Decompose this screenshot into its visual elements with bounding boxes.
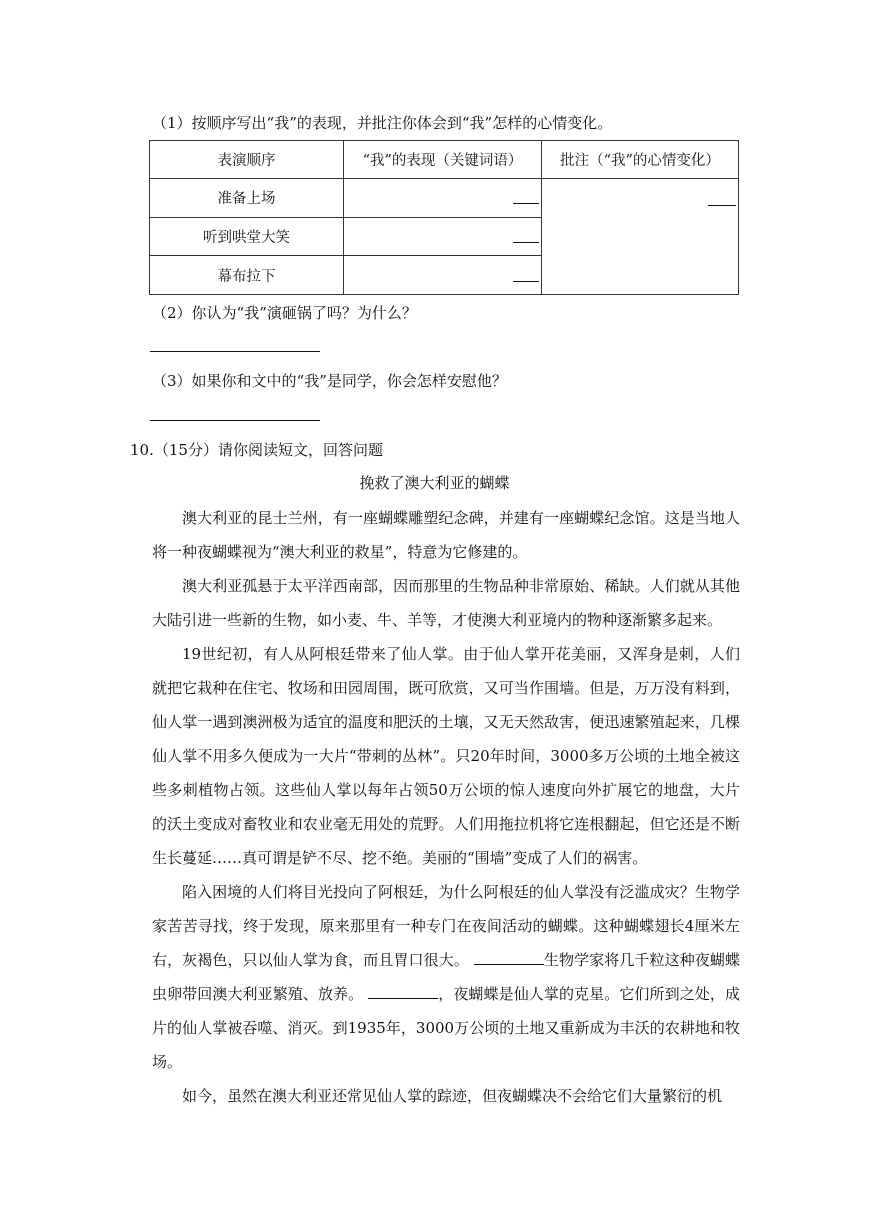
performance-table xyxy=(149,140,739,295)
q9-sub2-text: （2）你认为“我”演砸锅了吗？为什么？ xyxy=(152,304,417,322)
passage-paragraph-1: 澳大利亚的昆士兰州，有一座蝴蝶雕塑纪念碑，并建有一座蝴蝶纪念馆。这是当地人将一种夜蝴蝶视为“澳大利亚的救星”，特意为它修建的。 xyxy=(152,509,740,561)
annotation-cell[interactable] xyxy=(542,179,739,295)
answer-cell[interactable] xyxy=(344,217,542,256)
table-cell-order: 听到哄堂大笑 xyxy=(150,217,344,256)
table-header: “我”的表现（关键词语） xyxy=(344,141,542,179)
q9-sub1-text: （1）按顺序写出“我”的表现，并批注你体会到“我”怎样的心情变化。 xyxy=(152,114,613,132)
table-cell-order: 幕布拉下 xyxy=(150,256,344,295)
answer-line[interactable] xyxy=(150,420,320,421)
paragraph-4-part-a: 陷入困境的人们将目光投向了阿根廷，为什么阿根廷的仙人掌没有泛滥成灾？生物学家苦苦寻找，终于发现，原来那里有一种专门在夜间活动的蝴蝶。这种蝴蝶翅长4厘米左右，灰褐色，只以仙人掌为食，而且胃口很大。 xyxy=(152,883,740,969)
fill-blank-1[interactable] xyxy=(474,950,544,965)
answer-cell[interactable] xyxy=(344,179,542,218)
passage-paragraph-3: 19世纪初，有人从阿根廷带来了仙人掌。由于仙人掌开花美丽，又浑身是刺，人们就把它栽种在住宅、牧场和田园周围，既可欣赏，又可当作围墙。但是，万万没有料到，仙人掌一遇到澳洲极为适宜的温度和肥沃的土壤，又无天然敌害，便迅速繁殖起来，几棵仙人掌不用多久便成为一大片“带刺的丛林”。只20年时间，3000多万公顷的土地全被这些多刺植物占领。这些仙人掌以每年占领50万公顷的惊人速度向外扩展它的地盘，大片的沃土变成对畜牧业和农业毫无用处的荒野。人们用拖拉机将它连根翻起，但它还是不断生长蔓延……真可谓是铲不尽、挖不绝。美丽的“围墙”变成了人们的祸害。 xyxy=(152,645,740,867)
answer-blank[interactable] xyxy=(513,203,539,204)
table-row xyxy=(150,179,739,218)
table-header: 批注（“我”的心情变化） xyxy=(542,141,739,179)
answer-line[interactable] xyxy=(150,351,320,352)
paragraph-4-part-c: ，夜蝴蝶是仙人掌的克星。它们所到之处，成片的仙人掌被吞噬、消灭。到1935年，3000万公顷的土地又重新成为丰沃的农耕地和牧场。 xyxy=(152,985,740,1071)
table-header: 表演顺序 xyxy=(150,141,344,179)
table-cell-order: 准备上场 xyxy=(150,179,344,218)
table-header-row xyxy=(150,141,739,179)
passage-paragraph-5: 如今，虽然在澳大利亚还常见仙人掌的踪迹，但夜蝴蝶决不会给它们大量繁衍的机 xyxy=(182,1087,723,1105)
passage-paragraph-2: 澳大利亚孤悬于太平洋西南部，因而那里的生物品种非常原始、稀缺。人们就从其他大陆引进一些新的生物，如小麦、牛、羊等，才使澳大利亚境内的物种逐渐繁多起来。 xyxy=(152,577,740,629)
paragraph-4-part-b: 生物学家将几千粒这种夜蝴蝶虫卵带回澳大利亚繁殖、放养。 xyxy=(152,951,740,1003)
q10-heading: 10.（15分）请你阅读短文，回答问题 xyxy=(130,441,383,459)
answer-cell[interactable] xyxy=(344,256,542,295)
answer-blank[interactable] xyxy=(513,242,539,243)
answer-blank[interactable] xyxy=(708,205,736,206)
q9-sub3-text: （3）如果你和文中的“我”是同学，你会怎样安慰他？ xyxy=(152,372,507,390)
passage-paragraph-4 xyxy=(152,875,740,1079)
fill-blank-2[interactable] xyxy=(368,984,438,999)
passage-title: 挽救了澳大利亚的蝴蝶 xyxy=(359,474,510,492)
answer-blank[interactable] xyxy=(513,281,539,282)
